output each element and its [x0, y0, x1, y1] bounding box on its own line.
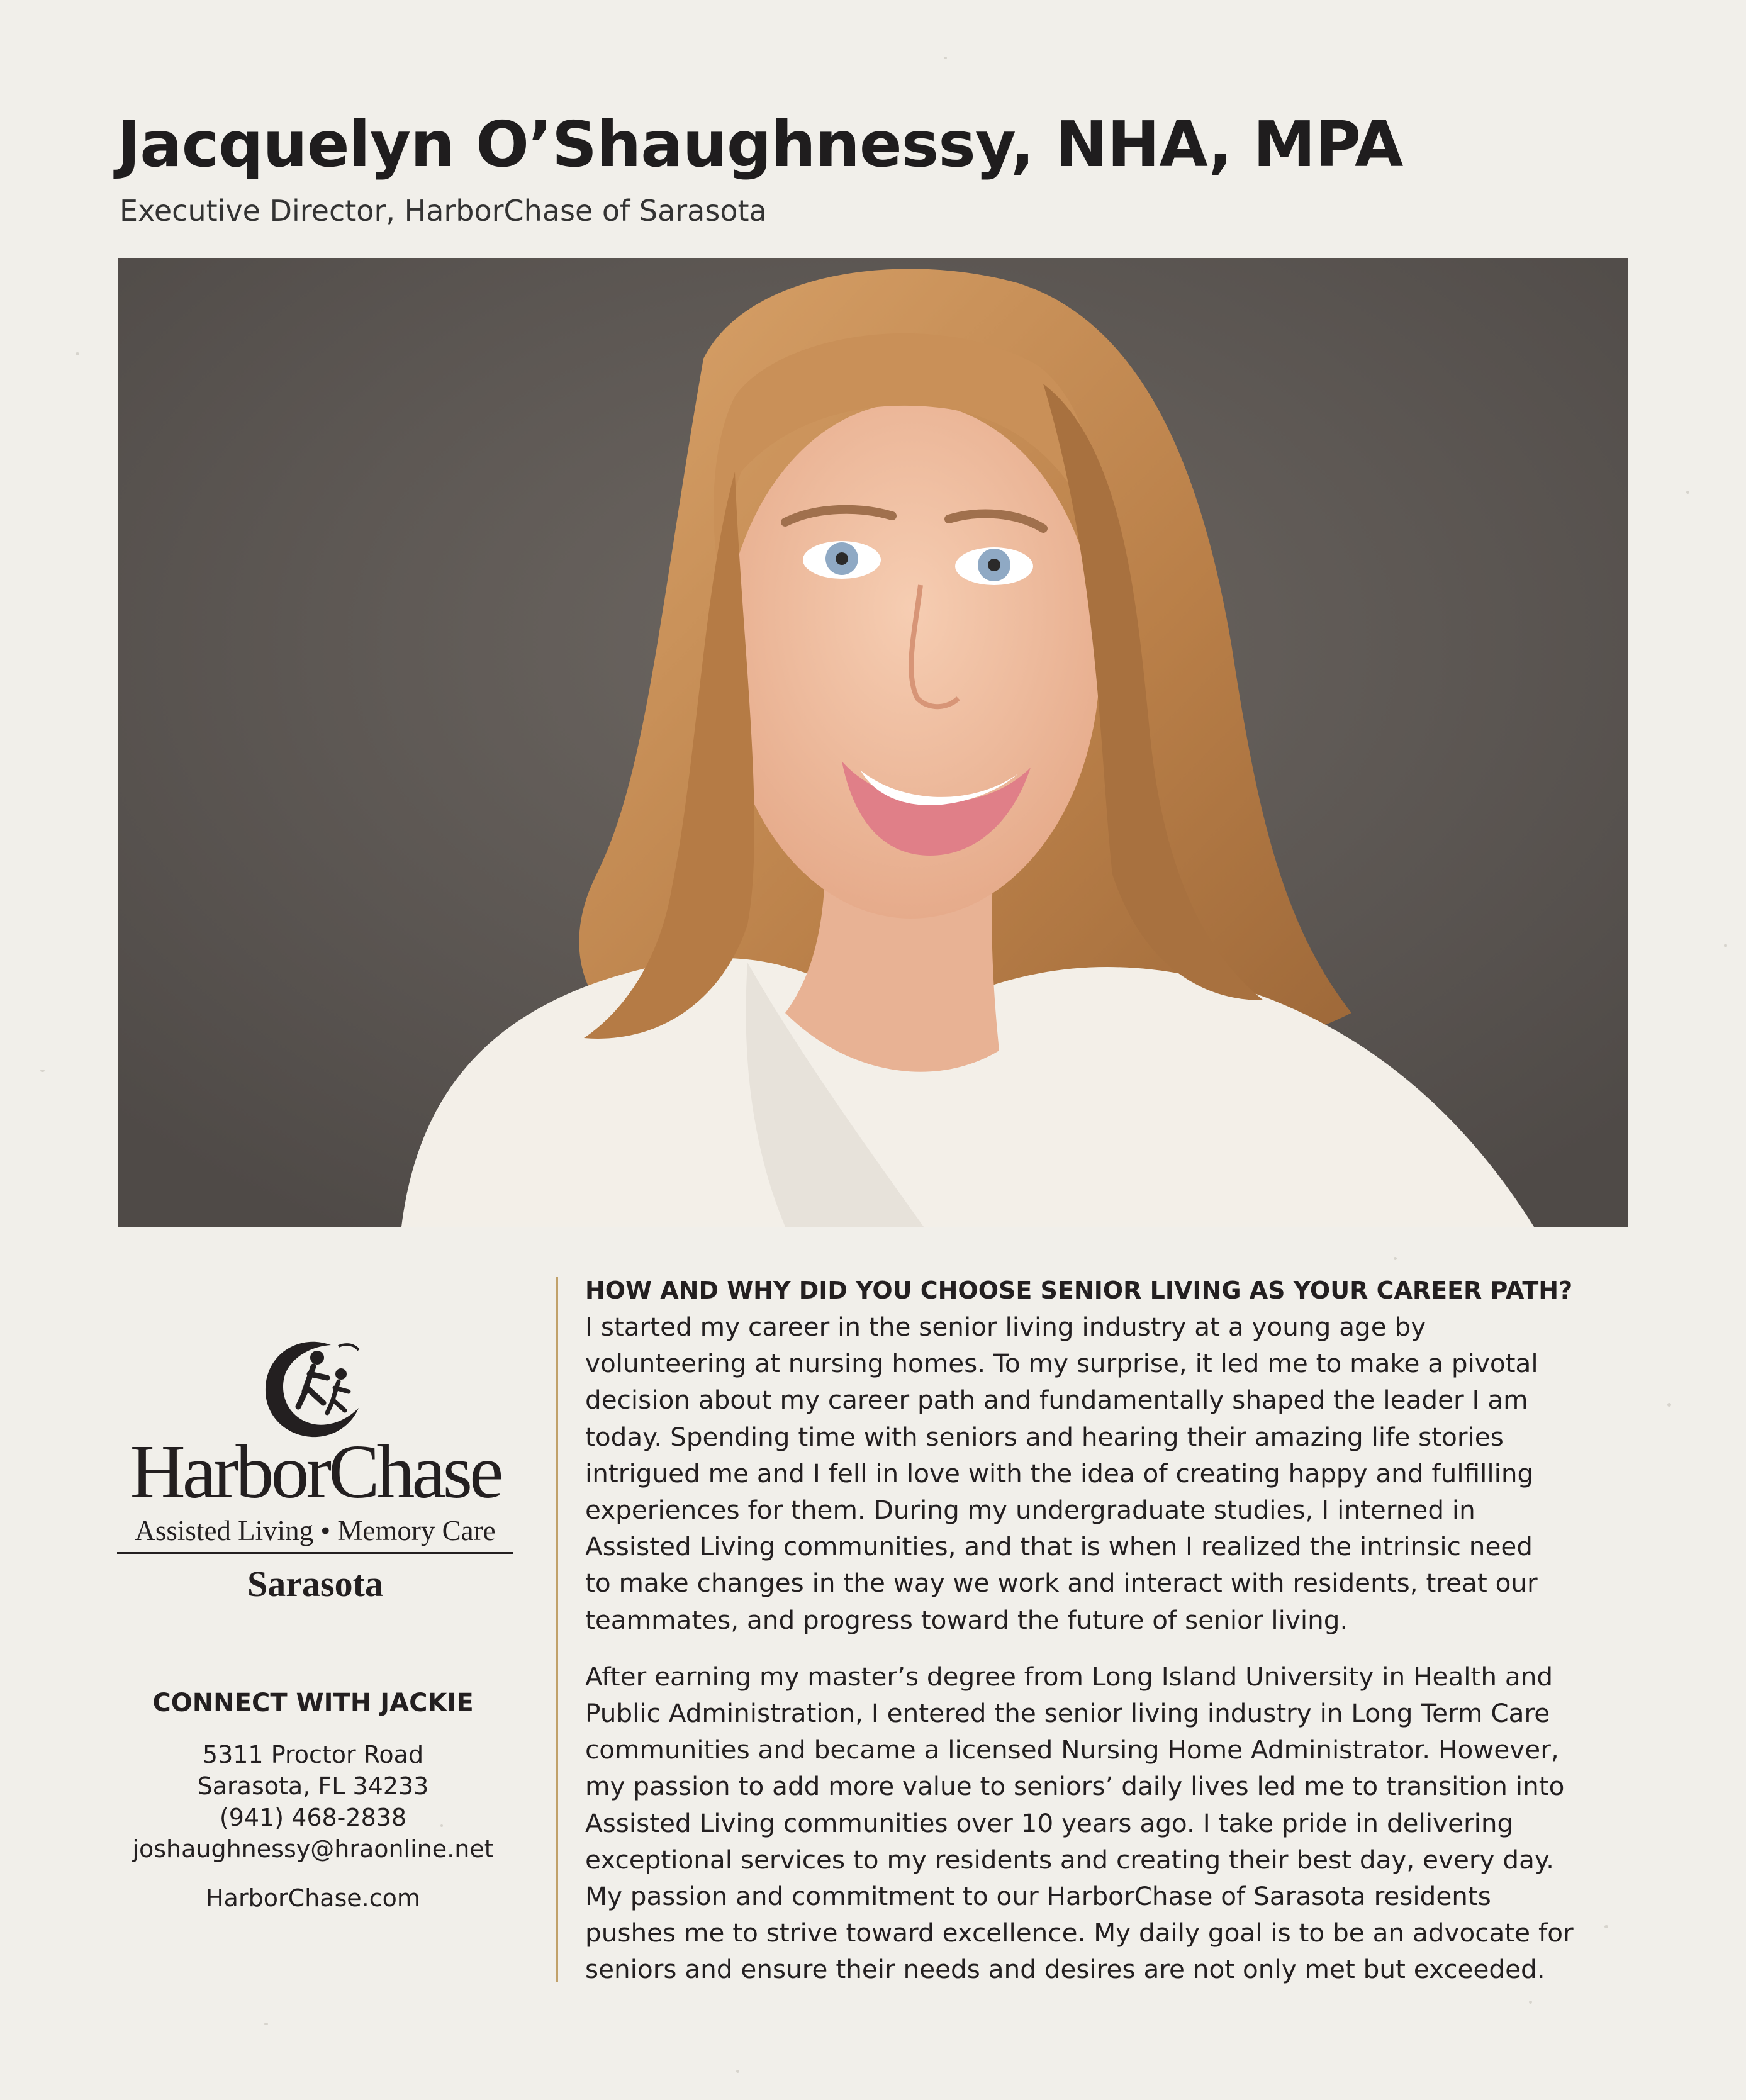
paragraph-line: I started my career in the senior living industry at a young age by [585, 1312, 1426, 1342]
paragraph-line: Assisted Living communities, and that is when I realized the intrinsic need [585, 1531, 1533, 1562]
paragraph-line: Public Administration, I entered the senior living industry in Long Term Care [585, 1698, 1550, 1729]
contact-heading: CONNECT WITH JACKIE [152, 1689, 474, 1717]
paragraph-line: to make changes in the way we work and interact with residents, treat our [585, 1568, 1538, 1599]
portrait-photo-icon [118, 258, 1628, 1227]
page-title: Jacquelyn O’Shaughnessy, NHA, MPA [117, 108, 1403, 181]
paragraph-line: seniors and ensure their needs and desires are not only met but exceeded. [585, 1954, 1545, 1985]
article-paragraph-1 [585, 1309, 1617, 1638]
paragraph-line: pushes me to strive toward excellence. My daily goal is to be an advocate for [585, 1918, 1574, 1948]
brand-location: Sarasota [247, 1563, 383, 1604]
contact-address-line1: 5311 Proctor Road [202, 1741, 424, 1768]
article-question: HOW AND WHY DID YOU CHOOSE SENIOR LIVING AS YOUR CAREER PATH? [585, 1276, 1573, 1304]
paragraph-line: Assisted Living communities over 10 years ago. I take pride in delivering [585, 1807, 1514, 1838]
paragraph-line: today. Spending time with seniors and hearing their amazing life stories [585, 1421, 1504, 1452]
paragraph-line: decision about my career path and fundamentally shaped the leader I am [585, 1385, 1528, 1416]
portrait-photo [118, 258, 1628, 1227]
paragraph-line: communities and became a licensed Nursing Home Administrator. However, [585, 1734, 1559, 1765]
paragraph-line: teammates, and progress toward the future of senior living. [585, 1604, 1348, 1635]
paragraph-line: exceptional services to my residents and creating their best day, every day. [585, 1844, 1554, 1875]
contact-website-link[interactable]: HarborChase.com [206, 1884, 420, 1912]
column-divider [556, 1277, 558, 1982]
article-paragraph-2 [585, 1658, 1617, 1988]
contact-address-line2: Sarasota, FL 34233 [197, 1772, 429, 1800]
page-subtitle: Executive Director, HarborChase of Sarasota [120, 194, 767, 228]
paragraph-line: volunteering at nursing homes. To my surprise, it led me to make a pivotal [585, 1348, 1538, 1379]
paragraph-line: After earning my master’s degree from Long Island University in Health and [585, 1661, 1553, 1692]
paragraph-line: My passion and commitment to our HarborChase of Sarasota residents [585, 1881, 1491, 1912]
brand-tagline: Assisted Living • Memory Care [135, 1515, 496, 1546]
harborchase-logo-mark-icon [257, 1334, 364, 1441]
contact-block [107, 1686, 519, 1914]
contact-email[interactable]: joshaughnessy@hraonline.net [132, 1835, 494, 1863]
paragraph-line: experiences for them. During my undergraduate studies, I interned in [585, 1495, 1475, 1526]
paragraph-line: my passion to add more value to seniors’ daily lives led me to transition into [585, 1771, 1565, 1802]
brand-name: HarborChase [130, 1429, 501, 1514]
brand-divider [117, 1552, 513, 1554]
contact-phone[interactable]: (941) 468-2838 [219, 1804, 407, 1831]
paragraph-line: intrigued me and I fell in love with the idea of creating happy and fulfilling [585, 1458, 1534, 1488]
article-body [585, 1272, 1617, 1988]
harborchase-logo [117, 1334, 513, 1611]
